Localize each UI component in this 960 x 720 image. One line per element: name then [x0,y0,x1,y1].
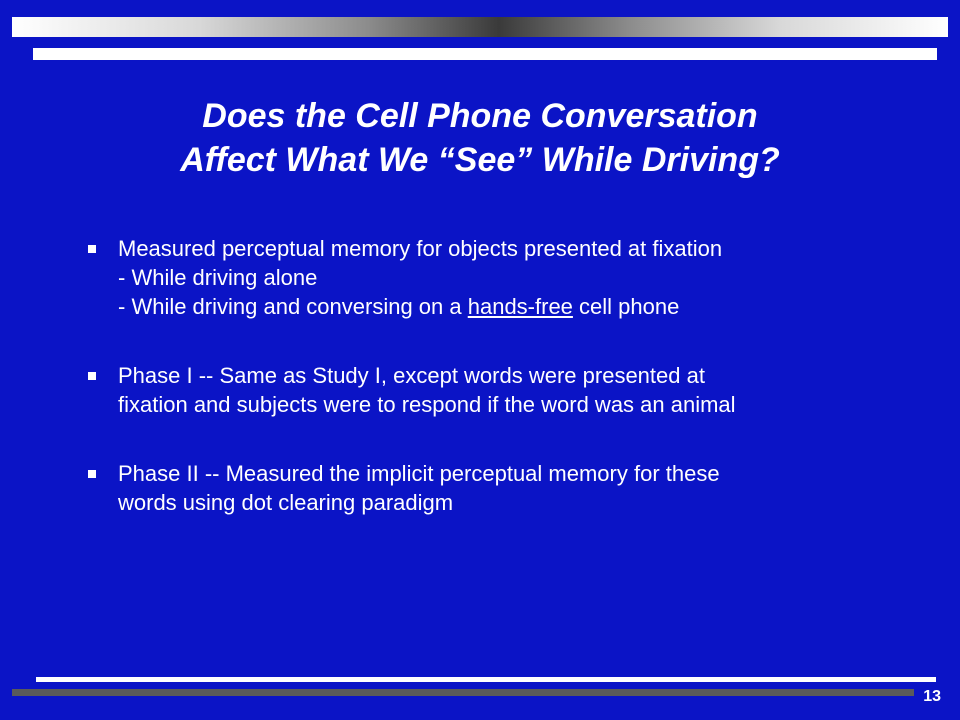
bullet-text-line: Phase II -- Measured the implicit perceptual memory for these [118,461,720,486]
page-number: 13 [923,688,941,705]
bullet-text-line: Phase I -- Same as Study I, except words were presented at [118,363,705,388]
top-gradient-bar [12,17,948,37]
slide-title [0,94,960,182]
bullet-item [84,361,904,419]
underlined-text: hands-free [467,294,573,319]
square-bullet-icon [88,245,96,253]
bullet-text-line: fixation and subjects were to respond if the word was an animal [118,392,736,417]
bullet-text-line [118,292,904,321]
bullet-text-line: Measured perceptual memory for objects presented at fixation [118,236,723,261]
bullet-text-line: - While driving alone [118,265,318,290]
square-bullet-icon [88,372,96,380]
bullet-list [84,234,904,557]
bullet-text-segment: - While driving and conversing on a [118,294,468,319]
bullet-text-line: words using dot clearing paradigm [118,490,454,515]
bullet-text-segment: cell phone [572,294,680,319]
bottom-gray-bar [12,689,914,696]
square-bullet-icon [88,470,96,478]
title-line-2: Affect What We “See” While Driving? [180,141,780,179]
bullet-item [84,234,904,321]
top-white-bar [33,48,937,60]
bullet-item [84,459,904,517]
bottom-white-bar [36,677,936,682]
title-line-1: Does the Cell Phone Conversation [202,97,758,135]
